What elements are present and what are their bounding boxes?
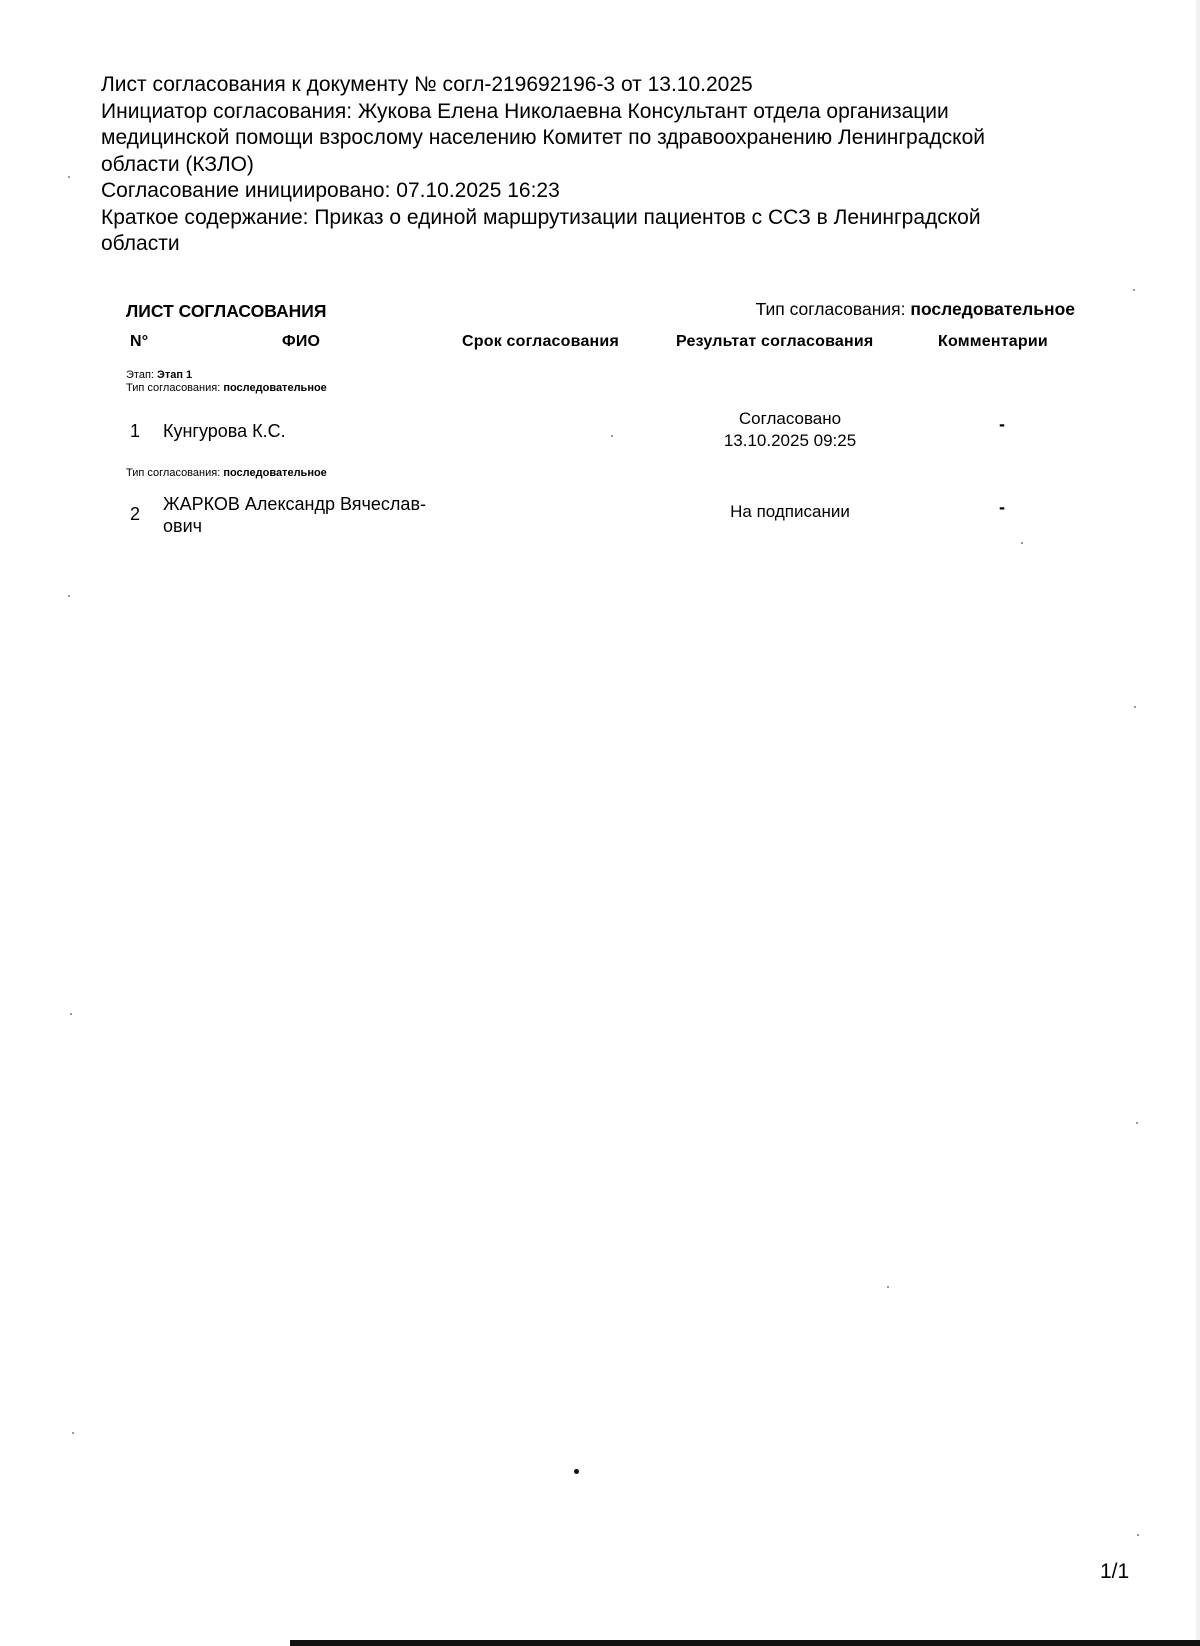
initiated-date-line: Согласование инициировано: 07.10.2025 16:23: [101, 179, 560, 202]
column-header-deadline: Срок согласования: [462, 333, 619, 350]
stage-meta: [126, 369, 327, 395]
approval-comment: -: [999, 414, 1005, 434]
row-2-type-value: последовательное: [223, 467, 327, 479]
scan-speck: [68, 176, 70, 178]
column-header-fio: ФИО: [282, 333, 321, 350]
approver-name-line-1: ЖАРКОВ Александр Вячеслав-: [163, 494, 426, 514]
stage-label: Этап:: [126, 369, 154, 381]
approver-name-line-2: ович: [163, 516, 203, 536]
stage-type-label: Тип согласования:: [126, 382, 221, 394]
summary-line-1: Краткое содержание: Приказ о единой маршрутизации пациентов с ССЗ в Ленинградской: [101, 205, 981, 229]
initiator-line-3: области (КЗЛО): [101, 152, 254, 176]
column-header-comments: Комментарии: [938, 333, 1048, 350]
column-header-result: Результат согласования: [676, 333, 874, 350]
approver-name: Кунгурова К.С.: [163, 421, 286, 441]
stage-type-value: последовательное: [223, 382, 327, 394]
document-header: [101, 72, 1081, 258]
approver-name: [163, 493, 453, 537]
scan-speck: [574, 1469, 579, 1474]
approval-comment: -: [999, 497, 1005, 517]
row-2-meta: [126, 467, 327, 480]
row-number: 2: [130, 504, 141, 524]
approval-result-date: 13.10.2025 09:25: [723, 431, 857, 450]
approval-type-label: Тип согласования:: [755, 299, 906, 319]
approval-result: На подписании: [730, 502, 850, 521]
page-number: 1/1: [1100, 1560, 1130, 1583]
row-number: 1: [130, 421, 141, 441]
approval-result: [680, 408, 900, 452]
scan-speck: [68, 595, 70, 597]
approval-result-status: Согласовано: [738, 409, 842, 428]
approval-type-top: [756, 299, 1075, 320]
scan-speck: [611, 435, 613, 437]
scan-speck: [887, 1286, 889, 1288]
initiator-line-1: Инициатор согласования: Жукова Елена Николаевна Консультант отдела организации: [101, 99, 949, 123]
approval-sheet-title: ЛИСТ СОГЛАСОВАНИЯ: [126, 301, 327, 321]
approval-type-value: последовательное: [910, 299, 1075, 319]
scan-speck: [1134, 706, 1136, 708]
scan-speck: [1137, 1534, 1139, 1536]
stage-value: Этап 1: [157, 369, 193, 381]
scan-right-edge: [1196, 0, 1200, 1646]
document-reference-line: Лист согласования к документу № согл-219692196-3 от 13.10.2025: [101, 73, 753, 96]
scan-speck: [1021, 542, 1023, 544]
scan-speck: [70, 1013, 72, 1015]
summary-line-2: области: [101, 232, 180, 255]
column-header-number: N°: [130, 333, 149, 350]
initiator-line-2: медицинской помощи взрослому населению Комитет по здравоохранению Ленинградской: [101, 126, 985, 149]
scan-speck: [72, 1432, 74, 1434]
scan-speck: [1136, 1122, 1138, 1124]
scan-bottom-edge: [290, 1640, 1200, 1646]
scan-speck: [1133, 289, 1135, 291]
row-2-type-label: Тип согласования:: [126, 467, 221, 479]
